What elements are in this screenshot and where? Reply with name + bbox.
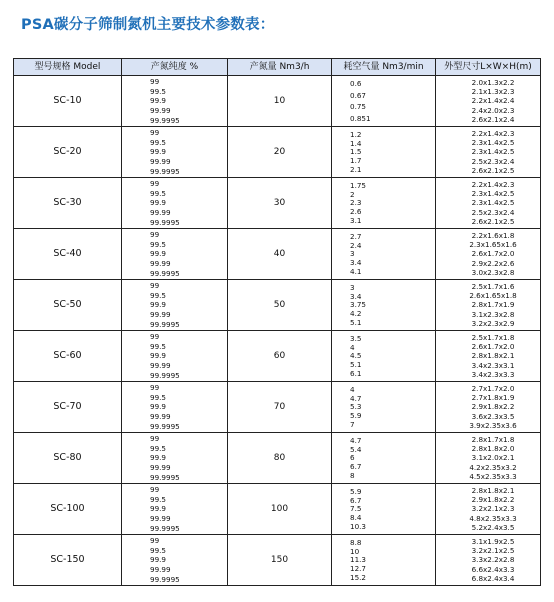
model-cell: SC-30 xyxy=(14,178,122,229)
purity-cell-value: 99.5 xyxy=(150,290,167,300)
purity-cell-value: 99 xyxy=(150,434,160,443)
purity-cell-value: 99.9995 xyxy=(150,319,180,329)
air-consumption-cell xyxy=(332,76,436,127)
table-row xyxy=(14,484,541,535)
purity-cell-value: 99.5 xyxy=(150,86,167,96)
purity-cell-value: 99.9 xyxy=(150,300,167,310)
dimensions-cell-value: 3.6x2.3x3.5 xyxy=(471,411,515,421)
air-consumption-cell-value: 6.7 xyxy=(350,495,362,505)
dimensions-cell-value: 4.2x2.35x3.2 xyxy=(469,462,517,472)
output-cell: 30 xyxy=(228,178,332,229)
air-consumption-cell-value: 4 xyxy=(350,342,355,352)
purity-cell xyxy=(122,127,228,178)
air-consumption-cell-value: 1.75 xyxy=(350,181,367,190)
output-cell: 20 xyxy=(228,127,332,178)
purity-cell-value: 99.5 xyxy=(150,392,167,402)
model-cell: SC-60 xyxy=(14,331,122,382)
model-cell: SC-70 xyxy=(14,382,122,433)
purity-cell-value: 99.99 xyxy=(150,565,171,575)
air-consumption-cell-value: 5.9 xyxy=(350,411,362,421)
purity-cell-value: 99.9995 xyxy=(150,421,180,431)
purity-cell-value: 99.99 xyxy=(150,463,171,473)
purity-cell-value: 99.9 xyxy=(150,249,167,259)
model-cell: SC-50 xyxy=(14,280,122,331)
dimensions-cell xyxy=(436,484,541,535)
purity-cell xyxy=(122,280,228,331)
air-consumption-cell-value: 2.6 xyxy=(350,207,362,217)
purity-cell-value: 99.5 xyxy=(150,239,167,249)
air-consumption-cell-value: 2.4 xyxy=(350,240,362,250)
air-consumption-cell-value: 2.1 xyxy=(350,164,362,174)
page-title: PSA碳分子筛制氮机主要技术参数表： xyxy=(21,17,275,33)
table-header-row xyxy=(14,59,541,76)
table-row xyxy=(14,178,541,229)
purity-cell-value: 99.99 xyxy=(150,361,171,371)
air-consumption-cell xyxy=(332,484,436,535)
dimensions-cell-value: 3.3x2.2x2.8 xyxy=(471,555,515,565)
purity-cell xyxy=(122,433,228,484)
air-consumption-cell-value: 5.1 xyxy=(350,317,362,327)
air-consumption-cell-value: 0.67 xyxy=(350,90,367,100)
purity-cell-value: 99.9 xyxy=(150,147,167,157)
purity-cell-value: 99.9995 xyxy=(150,115,180,125)
dimensions-cell-value: 2.7x1.8x1.9 xyxy=(471,393,515,403)
air-consumption-cell-value: 11.3 xyxy=(350,555,367,565)
air-consumption-cell-value: 1.2 xyxy=(350,130,362,139)
purity-cell-value: 99.99 xyxy=(150,157,171,167)
table-row xyxy=(14,76,541,127)
air-consumption-cell-value: 3 xyxy=(350,249,355,259)
purity-cell-value: 99 xyxy=(150,383,160,392)
air-consumption-cell-value: 3.5 xyxy=(350,334,362,343)
purity-cell-value: 99.99 xyxy=(150,514,171,524)
air-consumption-cell-value: 3 xyxy=(350,283,355,292)
air-consumption-cell-value: 4.2 xyxy=(350,309,362,319)
dimensions-cell-value: 2.3x1.4x2.5 xyxy=(471,189,515,199)
dimensions-cell-value: 2.3x1.4x2.5 xyxy=(471,147,515,157)
air-consumption-cell xyxy=(332,535,436,586)
air-consumption-cell-value: 3.4 xyxy=(350,291,362,301)
output-cell: 10 xyxy=(228,76,332,127)
output-cell: 80 xyxy=(228,433,332,484)
dimensions-cell-value: 2.5x2.3x2.4 xyxy=(471,156,515,166)
purity-cell xyxy=(122,178,228,229)
table-body xyxy=(14,76,541,586)
dimensions-cell-value: 3.2x2.1x2.3 xyxy=(471,504,515,514)
dimensions-cell-value: 2.0x1.3x2.2 xyxy=(471,78,515,87)
dimensions-cell-value: 2.9x1.8x2.2 xyxy=(471,495,515,505)
dimensions-cell-value: 3.1x1.9x2.5 xyxy=(471,537,515,546)
dimensions-cell-value: 6.6x2.4x3.3 xyxy=(471,564,515,574)
dimensions-cell-value: 2.2x1.4x2.4 xyxy=(471,96,515,106)
air-consumption-cell-value: 6.1 xyxy=(350,368,362,378)
air-consumption-cell-value: 8.8 xyxy=(350,538,362,547)
dimensions-cell-value: 3.0x2.3x2.8 xyxy=(471,267,515,277)
table-row xyxy=(14,331,541,382)
dimensions-cell-value: 2.6x1.7x2.0 xyxy=(471,342,515,352)
dimensions-cell-value: 2.5x1.7x1.6 xyxy=(471,282,515,291)
dimensions-cell-value: 3.2x2.3x2.9 xyxy=(471,318,515,328)
air-consumption-cell-value: 10 xyxy=(350,546,360,556)
dimensions-cell-value: 2.6x1.65x1.8 xyxy=(469,291,517,301)
air-consumption-cell-value: 6.7 xyxy=(350,462,362,472)
air-consumption-cell-value: 4.7 xyxy=(350,393,362,403)
air-consumption-cell xyxy=(332,127,436,178)
air-consumption-cell-value: 2.7 xyxy=(350,232,362,241)
purity-cell-value: 99.99 xyxy=(150,208,171,218)
output-cell: 60 xyxy=(228,331,332,382)
dimensions-cell xyxy=(436,331,541,382)
purity-cell-value: 99.99 xyxy=(150,412,171,422)
purity-cell-value: 99.5 xyxy=(150,443,167,453)
output-cell: 40 xyxy=(228,229,332,280)
purity-cell-value: 99.9 xyxy=(150,198,167,208)
table-row xyxy=(14,229,541,280)
air-consumption-cell-value: 8.4 xyxy=(350,513,362,523)
output-cell: 70 xyxy=(228,382,332,433)
air-consumption-cell xyxy=(332,433,436,484)
air-consumption-cell xyxy=(332,382,436,433)
air-consumption-cell-value: 5.1 xyxy=(350,360,362,370)
purity-cell-value: 99.9 xyxy=(150,402,167,412)
air-consumption-cell-value: 6 xyxy=(350,453,355,463)
purity-cell-value: 99.9995 xyxy=(150,370,180,380)
output-cell: 100 xyxy=(228,484,332,535)
dimensions-cell xyxy=(436,433,541,484)
purity-cell-value: 99.9 xyxy=(150,453,167,463)
air-consumption-cell xyxy=(332,178,436,229)
purity-cell xyxy=(122,382,228,433)
dimensions-cell-value: 2.8x1.7x1.8 xyxy=(471,435,515,444)
air-consumption-cell-value: 3.1 xyxy=(350,215,362,225)
table-row xyxy=(14,382,541,433)
purity-cell-value: 99.5 xyxy=(150,341,167,351)
purity-cell-value: 99.99 xyxy=(150,310,171,320)
air-consumption-cell-value: 0.75 xyxy=(350,102,367,112)
air-consumption-cell-value: 5.4 xyxy=(350,444,362,454)
purity-cell-value: 99.9 xyxy=(150,96,167,106)
purity-cell-value: 99.5 xyxy=(150,545,167,555)
air-consumption-cell-value: 1.5 xyxy=(350,147,362,157)
purity-cell-value: 99 xyxy=(150,332,160,341)
purity-cell-value: 99 xyxy=(150,128,160,137)
purity-cell-value: 99.9995 xyxy=(150,472,180,482)
dimensions-cell-value: 5.2x2.4x3.5 xyxy=(471,522,515,532)
air-consumption-cell-value: 5.3 xyxy=(350,402,362,412)
dimensions-cell-value: 2.8x1.7x1.9 xyxy=(471,300,515,310)
dimensions-cell-value: 2.8x1.8x2.0 xyxy=(471,444,515,454)
dimensions-cell xyxy=(436,76,541,127)
dimensions-cell-value: 2.5x2.3x2.4 xyxy=(471,207,515,217)
header-air-consumption: 耗空气量 Nm3/min xyxy=(332,59,436,76)
spec-table xyxy=(13,58,541,586)
purity-cell xyxy=(122,76,228,127)
dimensions-cell-value: 3.1x2.0x2.1 xyxy=(471,453,515,463)
dimensions-cell-value: 2.7x1.7x2.0 xyxy=(471,384,515,393)
air-consumption-cell xyxy=(332,229,436,280)
dimensions-cell-value: 2.6x2.1x2.5 xyxy=(471,216,515,226)
dimensions-cell-value: 2.4x2.0x2.3 xyxy=(471,105,515,115)
header-model: 型号规格 Model xyxy=(14,59,122,76)
header-dimensions: 外型尺寸L×W×H(m) xyxy=(436,59,541,76)
dimensions-cell-value: 6.8x2.4x3.4 xyxy=(471,573,515,583)
purity-cell-value: 99.9995 xyxy=(150,166,180,176)
purity-cell-value: 99.5 xyxy=(150,137,167,147)
air-consumption-cell-value: 2.3 xyxy=(350,198,362,208)
purity-cell-value: 99 xyxy=(150,77,160,86)
dimensions-cell-value: 2.2x1.6x1.8 xyxy=(471,231,515,240)
model-cell: SC-150 xyxy=(14,535,122,586)
air-consumption-cell-value: 0.6 xyxy=(350,79,362,88)
dimensions-cell-value: 2.3x1.4x2.5 xyxy=(471,138,515,148)
air-consumption-cell-value: 12.7 xyxy=(350,564,367,574)
dimensions-cell-value: 2.6x1.7x2.0 xyxy=(471,249,515,259)
purity-cell-value: 99 xyxy=(150,536,160,545)
purity-cell-value: 99.9 xyxy=(150,351,167,361)
purity-cell xyxy=(122,484,228,535)
purity-cell-value: 99.9995 xyxy=(150,268,180,278)
air-consumption-cell-value: 7 xyxy=(350,419,355,429)
dimensions-cell xyxy=(436,382,541,433)
dimensions-cell-value: 3.9x2.35x3.6 xyxy=(469,420,517,430)
purity-cell-value: 99.99 xyxy=(150,106,171,116)
dimensions-cell-value: 2.3x1.65x1.6 xyxy=(469,240,517,250)
dimensions-cell-value: 4.5x2.35x3.3 xyxy=(469,471,517,481)
purity-cell-value: 99.9995 xyxy=(150,523,180,533)
table-row xyxy=(14,433,541,484)
purity-cell-value: 99.9995 xyxy=(150,574,180,584)
output-cell: 150 xyxy=(228,535,332,586)
model-cell: SC-40 xyxy=(14,229,122,280)
air-consumption-cell-value: 8 xyxy=(350,470,355,480)
dimensions-cell xyxy=(436,280,541,331)
header-purity: 产氮纯度 % xyxy=(122,59,228,76)
table-row xyxy=(14,535,541,586)
air-consumption-cell-value: 4.1 xyxy=(350,266,362,276)
purity-cell xyxy=(122,535,228,586)
dimensions-cell xyxy=(436,535,541,586)
purity-cell-value: 99.99 xyxy=(150,259,171,269)
air-consumption-cell-value: 4 xyxy=(350,385,355,394)
air-consumption-cell-value: 0.851 xyxy=(350,113,371,123)
dimensions-cell xyxy=(436,127,541,178)
purity-cell-value: 99 xyxy=(150,281,160,290)
air-consumption-cell-value: 3.75 xyxy=(350,300,367,310)
model-cell: SC-80 xyxy=(14,433,122,484)
air-consumption-cell-value: 4.5 xyxy=(350,351,362,361)
header-output: 产氮量 Nm3/h xyxy=(228,59,332,76)
purity-cell-value: 99 xyxy=(150,230,160,239)
air-consumption-cell-value: 3.4 xyxy=(350,258,362,268)
dimensions-cell-value: 2.2x1.4x2.3 xyxy=(471,180,515,189)
purity-cell-value: 99.9 xyxy=(150,555,167,565)
air-consumption-cell-value: 7.5 xyxy=(350,504,362,514)
dimensions-cell xyxy=(436,178,541,229)
purity-cell-value: 99 xyxy=(150,179,160,188)
dimensions-cell-value: 2.8x1.8x2.1 xyxy=(471,351,515,361)
air-consumption-cell xyxy=(332,280,436,331)
air-consumption-cell-value: 15.2 xyxy=(350,572,367,582)
dimensions-cell-value: 3.4x2.3x3.1 xyxy=(471,360,515,370)
model-cell: SC-20 xyxy=(14,127,122,178)
output-cell: 50 xyxy=(228,280,332,331)
purity-cell-value: 99.5 xyxy=(150,494,167,504)
purity-cell-value: 99.5 xyxy=(150,188,167,198)
air-consumption-cell-value: 1.4 xyxy=(350,138,362,148)
dimensions-cell-value: 2.3x1.4x2.5 xyxy=(471,198,515,208)
dimensions-cell-value: 2.5x1.7x1.8 xyxy=(471,333,515,342)
dimensions-cell-value: 4.8x2.35x3.3 xyxy=(469,513,517,523)
purity-cell-value: 99 xyxy=(150,485,160,494)
dimensions-cell-value: 3.1x2.3x2.8 xyxy=(471,309,515,319)
dimensions-cell xyxy=(436,229,541,280)
air-consumption-cell-value: 4.7 xyxy=(350,436,362,445)
dimensions-cell-value: 3.2x2.1x2.5 xyxy=(471,546,515,556)
model-cell: SC-10 xyxy=(14,76,122,127)
table-row xyxy=(14,127,541,178)
purity-cell xyxy=(122,331,228,382)
table-row xyxy=(14,280,541,331)
dimensions-cell-value: 2.6x2.1x2.4 xyxy=(471,114,515,124)
dimensions-cell-value: 2.6x2.1x2.5 xyxy=(471,165,515,175)
dimensions-cell-value: 3.4x2.3x3.3 xyxy=(471,369,515,379)
air-consumption-cell xyxy=(332,331,436,382)
air-consumption-cell-value: 1.7 xyxy=(350,156,362,166)
dimensions-cell-value: 2.8x1.8x2.1 xyxy=(471,486,515,495)
dimensions-cell-value: 2.1x1.3x2.3 xyxy=(471,87,515,97)
air-consumption-cell-value: 5.9 xyxy=(350,487,362,496)
dimensions-cell-value: 2.9x2.2x2.6 xyxy=(471,258,515,268)
purity-cell-value: 99.9 xyxy=(150,504,167,514)
dimensions-cell-value: 2.9x1.8x2.2 xyxy=(471,402,515,412)
purity-cell xyxy=(122,229,228,280)
air-consumption-cell-value: 2 xyxy=(350,189,355,199)
dimensions-cell-value: 2.2x1.4x2.3 xyxy=(471,129,515,138)
model-cell: SC-100 xyxy=(14,484,122,535)
purity-cell-value: 99.9995 xyxy=(150,217,180,227)
air-consumption-cell-value: 10.3 xyxy=(350,521,367,531)
